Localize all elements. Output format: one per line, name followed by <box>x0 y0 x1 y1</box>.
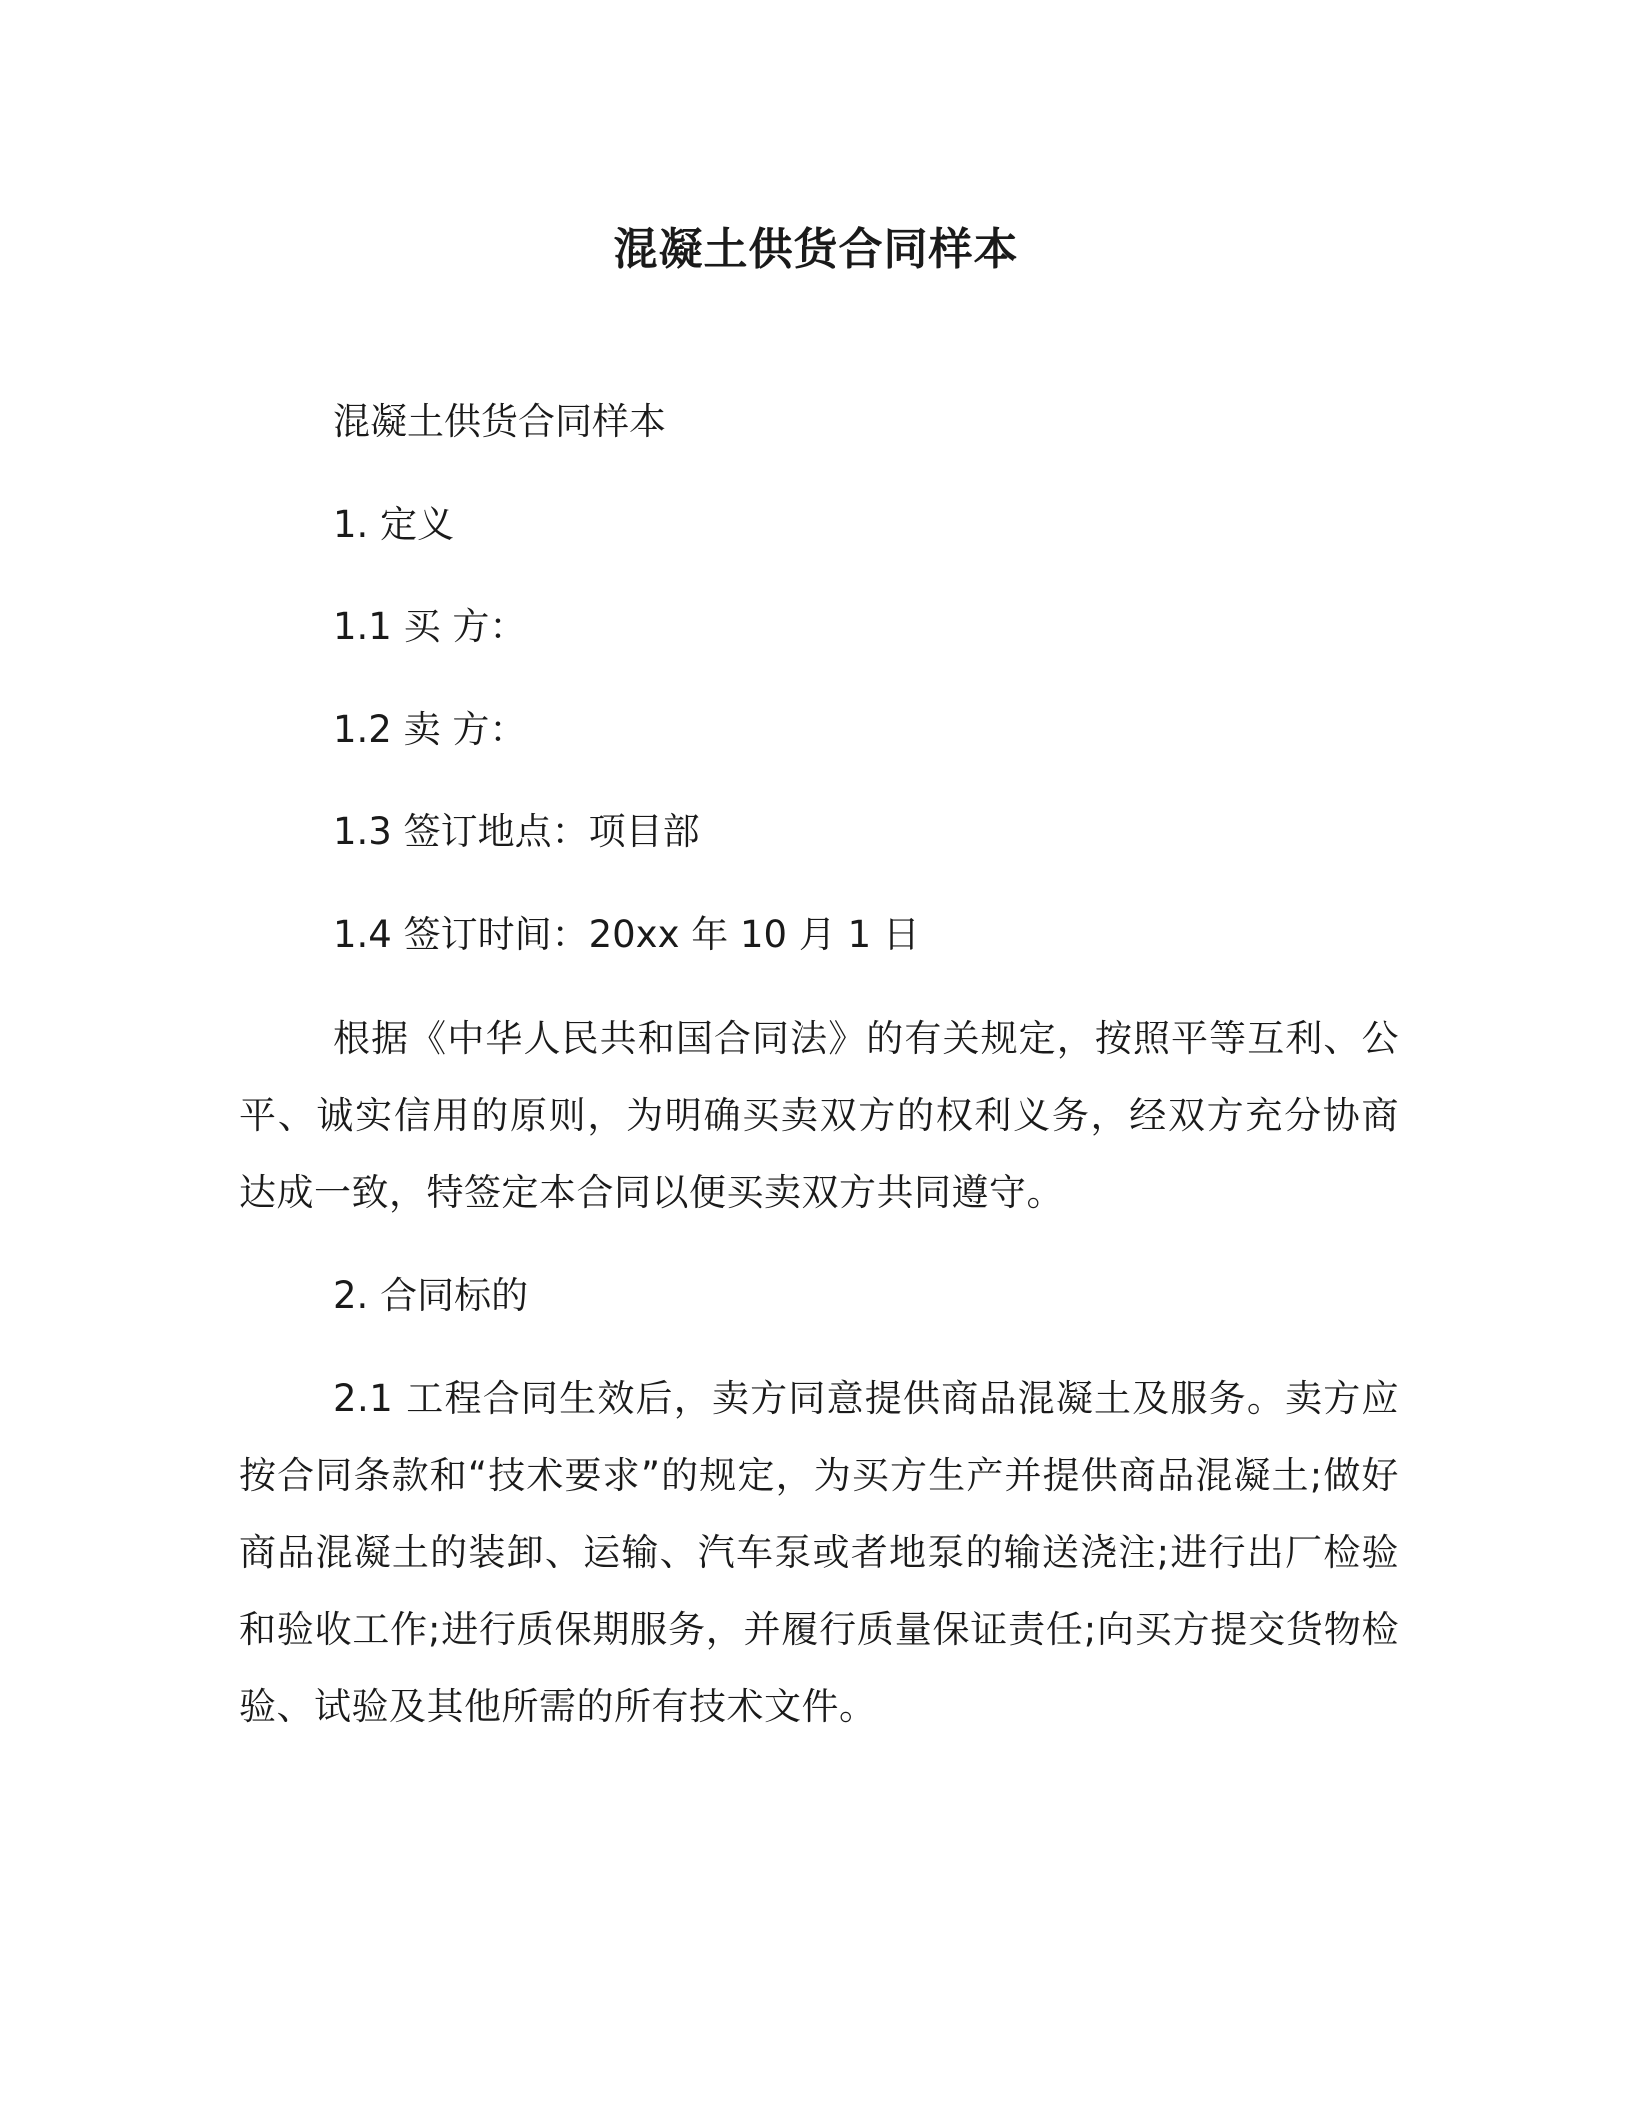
section-2-heading: 2. 合同标的 <box>333 1274 529 1317</box>
document-title: 混凝土供货合同样本 <box>613 224 1019 275</box>
signing-place-item: 1.3 签订地点：项目部 <box>333 810 700 853</box>
buyer-item: 1.1 买 方： <box>333 605 527 648</box>
preamble-paragraph: 根据《中华人民共和国合同法》的有关规定，按照平等互利、公平、诚实信用的原则，为明确买卖双方的权利义务，经双方充分协商达成一致，特签定本合同以便买卖双方共同遵守。 <box>239 1017 1399 1214</box>
clause-2-1-paragraph: 2.1 工程合同生效后，卖方同意提供商品混凝土及服务。卖方应按合同条款和“技术要求”的规定，为买方生产并提供商品混凝土;做好商品混凝土的装卸、运输、汽车泵或者地泵的输送浇注;进行出厂检验和验收工作;进行质保期服务，并履行质量保证责任;向买方提交货物检验、试验及其他所需的所有技术文件。 <box>239 1377 1399 1728</box>
document-subtitle: 混凝土供货合同样本 <box>333 400 666 443</box>
signing-date-item: 1.4 签订时间：20xx 年 10 月 1 日 <box>333 913 920 956</box>
seller-item: 1.2 卖 方： <box>333 708 527 751</box>
section-1-heading: 1. 定义 <box>333 503 455 546</box>
